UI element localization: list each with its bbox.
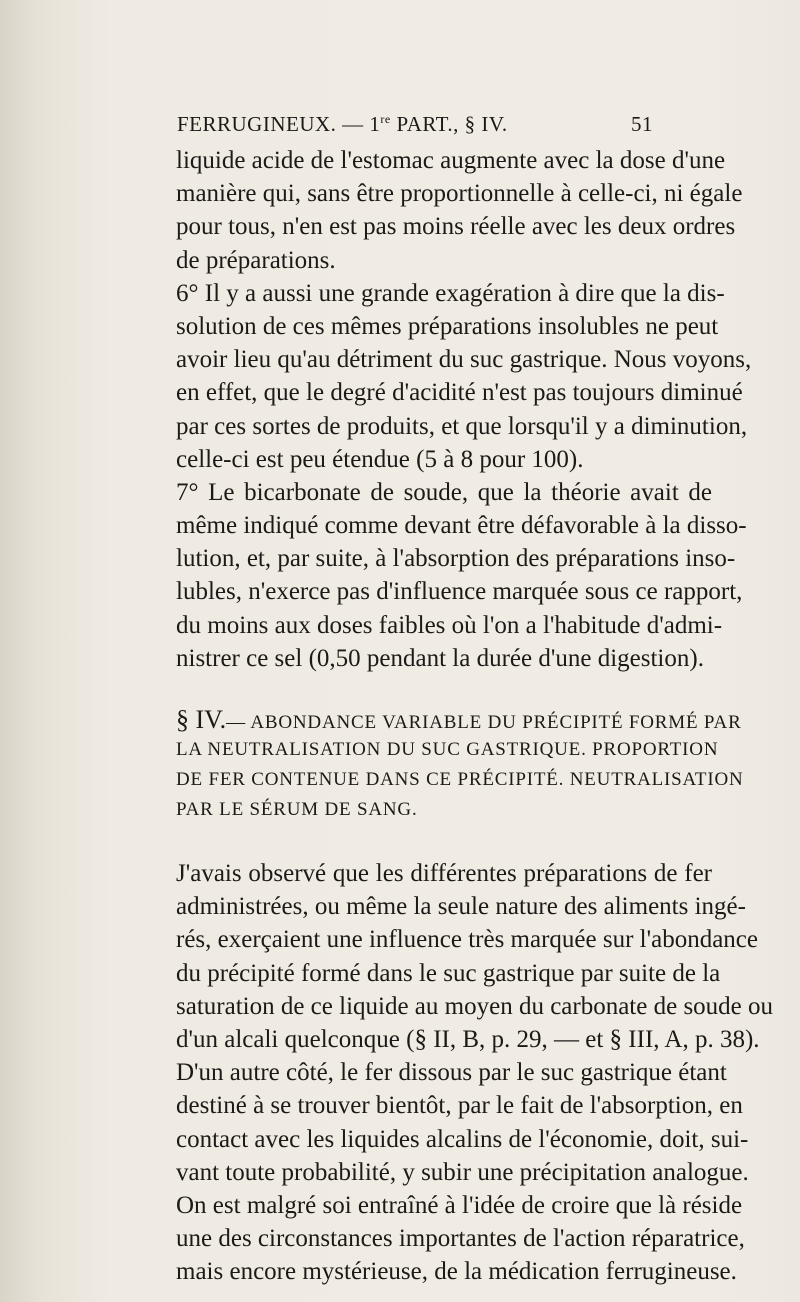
heading-line: DE FER CONTENUE DANS CE PRÉCIPITÉ. NEUTRALISATION bbox=[176, 769, 744, 790]
paragraph bbox=[176, 857, 774, 1056]
paragraph bbox=[176, 277, 752, 476]
text-line: 7° Le bicarbonate de soude, que la théorie avait de bbox=[176, 478, 712, 506]
text-line: du précipité formé dans le suc gastrique par suite de la bbox=[176, 959, 721, 987]
spacer bbox=[176, 825, 712, 857]
text-line: pour tous, n'en est pas moins réelle avec les deux ordres bbox=[176, 213, 736, 241]
text-line: nistrer ce sel (0,50 pendant la durée d'une digestion). bbox=[176, 644, 704, 672]
text-line: D'un autre côté, le fer dissous par le suc gastrique étant bbox=[176, 1059, 727, 1087]
text-line: du moins aux doses faibles où l'on a l'habitude d'admi- bbox=[176, 611, 723, 639]
text-line: lution, et, par suite, à l'absorption des préparations inso- bbox=[176, 545, 736, 573]
text-line: On est malgré soi entraîné à l'idée de croire que là réside bbox=[176, 1191, 743, 1219]
heading-line: PAR LE SÉRUM DE SANG. bbox=[176, 799, 418, 820]
text-line: manière qui, sans être proportionnelle à celle-ci, ni égale bbox=[176, 180, 743, 208]
paragraph bbox=[176, 144, 743, 277]
body-text bbox=[176, 144, 774, 1288]
text-line: 6° Il y a aussi une grande exagération à dire que la dis- bbox=[176, 279, 725, 307]
text-line: même indiqué comme devant être défavorable à la disso- bbox=[176, 512, 747, 540]
paragraph bbox=[176, 476, 747, 675]
text-line: lubles, n'exerce pas d'influence marquée sous ce rapport, bbox=[176, 578, 743, 606]
running-head bbox=[0, 112, 800, 142]
heading-line: LA NEUTRALISATION DU SUC GASTRIQUE. PROPORTION bbox=[176, 739, 719, 760]
page-number: 51 bbox=[631, 112, 653, 136]
spacer bbox=[176, 675, 712, 705]
text-line: une des circonstances importantes de l'action réparatrice, bbox=[176, 1225, 745, 1253]
section-heading bbox=[176, 705, 744, 825]
paragraph bbox=[176, 1056, 749, 1288]
section-mark: § IV. bbox=[176, 705, 227, 734]
text-line: d'un alcali quelconque (§ II, B, p. 29, — et § III, A, p. 38). bbox=[176, 1025, 760, 1053]
text-line: de préparations. bbox=[176, 246, 336, 274]
text-line: celle-ci est peu étendue (5 à 8 pour 100). bbox=[176, 445, 584, 473]
text-line: J'avais observé que les différentes préparations de fer bbox=[176, 860, 712, 887]
text-line: saturation de ce liquide au moyen du carbonate de soude ou bbox=[176, 992, 774, 1020]
text-line: vant toute probabilité, y subir une précipitation analogue. bbox=[176, 1158, 749, 1186]
text-line: administrées, ou même la seule nature des aliments ingé- bbox=[176, 893, 746, 921]
running-head-title: FERRUGINEUX. — 1re PART., § IV. bbox=[177, 112, 508, 136]
text-line: solution de ces mêmes préparations insolubles ne peut bbox=[176, 312, 719, 340]
text-line: par ces sortes de produits, et que lorsqu'il y a diminution, bbox=[176, 412, 748, 440]
text-line: liquide acide de l'estomac augmente avec la dose d'une bbox=[176, 147, 726, 174]
heading-line: § IV.— ABONDANCE VARIABLE DU PRÉCIPITÉ FORMÉ PAR bbox=[176, 705, 742, 734]
text-line: en effet, que le degré d'acidité n'est pas toujours diminué bbox=[176, 379, 743, 407]
text-line: rés, exerçaient une influence très marquée sur l'abondance bbox=[176, 926, 758, 954]
text-line: destiné à se trouver bientôt, par le fait de l'absorption, en bbox=[176, 1092, 743, 1120]
text-line: contact avec les liquides alcalins de l'économie, doit, sui- bbox=[176, 1125, 749, 1153]
text-line: mais encore mystérieuse, de la médication ferrugineuse. bbox=[176, 1258, 737, 1286]
text-line: avoir lieu qu'au détriment du suc gastrique. Nous voyons, bbox=[176, 346, 752, 374]
